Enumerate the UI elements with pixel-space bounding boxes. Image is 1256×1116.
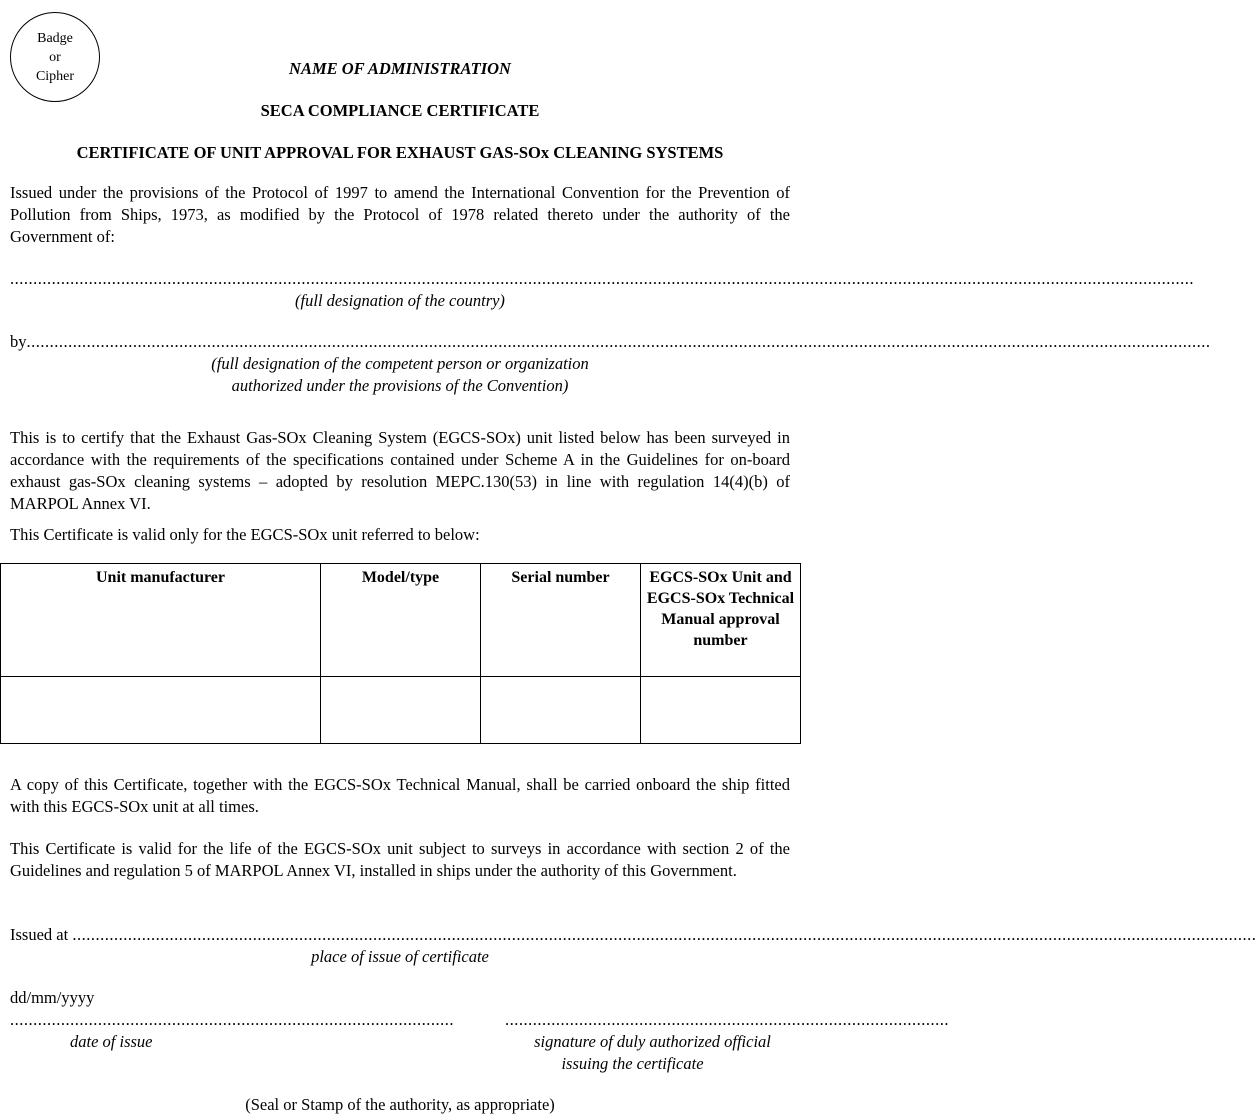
table-row — [1, 677, 801, 744]
date-format: dd/mm/yyyy — [10, 988, 95, 1007]
certificate-subtitle: CERTIFICATE OF UNIT APPROVAL FOR EXHAUST GAS-SOx CLEANING SYSTEMS — [76, 143, 724, 162]
issued-at-dotted-line: ................................................................................................................................................................................................................................................................ — [72, 925, 1256, 944]
badge-or-cipher-circle — [10, 12, 100, 102]
organization-caption-line-2: authorized under the provisions of the Convention) — [231, 376, 569, 395]
date-dotted-line: ................................................................................................ — [10, 1010, 454, 1029]
header-approval-number: EGCS-SOx Unit and EGCS-SOx Technical Manual approval number — [641, 564, 801, 677]
country-dotted-line: ................................................................................................................................................................................................................................................................ — [10, 269, 1194, 288]
header-model-type: Model/type — [321, 564, 481, 677]
certify-paragraph: This is to certify that the Exhaust Gas-SOx Cleaning System (EGCS-SOx) unit listed below has been surveyed in accordance with the requirements of the specifications contained under Scheme A in the Guidelines for on-board exhaust gas-SOx cleaning systems – adopted by resolution MEPC.130(53) in line with regulation 14(4)(b) of MARPOL Annex VI. — [10, 428, 790, 513]
badge-line-2: or — [49, 49, 61, 65]
valid-only-paragraph: This Certificate is valid only for the EGCS-SOx unit referred to below: — [10, 525, 480, 544]
valid-life-paragraph: This Certificate is valid for the life of the EGCS-SOx unit subject to surveys in accordance with section 2 of the Guidelines and regulation 5 of MARPOL Annex VI, installed in ships under the authority of this Government. — [10, 839, 790, 880]
place-caption: place of issue of certificate — [311, 947, 489, 966]
administration-name: NAME OF ADMINISTRATION — [289, 59, 511, 78]
organization-caption-line-1: (full designation of the competent person or organization — [211, 354, 589, 373]
signature-dotted-line: ................................................................................................ — [505, 1010, 949, 1029]
date-caption: date of issue — [70, 1032, 153, 1051]
badge-line-1: Badge — [37, 30, 73, 46]
badge-line-3: Cipher — [35, 68, 75, 84]
issued-at-label: Issued at — [10, 925, 69, 944]
cell-model-type — [321, 677, 481, 744]
copy-paragraph: A copy of this Certificate, together with the EGCS-SOx Technical Manual, shall be carried onboard the ship fitted with this EGCS-SOx unit at all times. — [10, 775, 790, 816]
signature-caption-line-2: issuing the certificate — [561, 1054, 704, 1073]
cell-unit-manufacturer — [1, 677, 321, 744]
cell-serial-number — [481, 677, 641, 744]
country-caption: (full designation of the country) — [295, 291, 505, 310]
header-serial-number: Serial number — [481, 564, 641, 677]
header-unit-manufacturer: Unit manufacturer — [1, 564, 321, 677]
issued-at-line — [10, 924, 1256, 946]
organization-line — [10, 331, 1211, 353]
unit-table-header-row — [1, 564, 801, 677]
by-label: by — [10, 332, 27, 351]
seal-text: (Seal or Stamp of the authority, as appropriate) — [245, 1095, 555, 1114]
cell-approval-number — [641, 677, 801, 744]
intro-paragraph: Issued under the provisions of the Protocol of 1997 to amend the International Convention for the Prevention of Pollution from Ships, 1973, as modified by the Protocol of 1978 related thereto under the authority of the Government of: — [10, 183, 790, 246]
unit-table — [0, 563, 801, 744]
certificate-title: SECA COMPLIANCE CERTIFICATE — [260, 101, 540, 120]
signature-caption-line-1: signature of duly authorized official — [534, 1032, 771, 1051]
organization-dotted-line: ................................................................................................................................................................................................................................................................ — [26, 332, 1211, 351]
